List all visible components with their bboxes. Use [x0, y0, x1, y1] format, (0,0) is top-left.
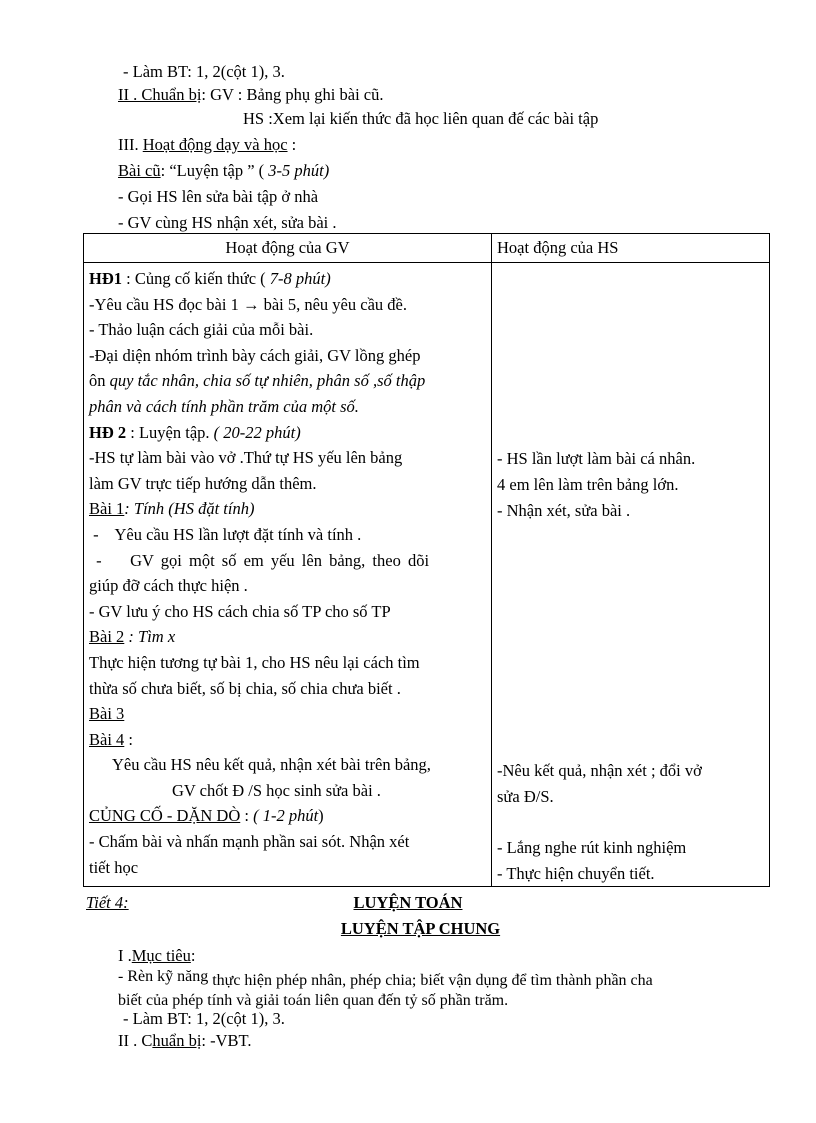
exercise-2-heading [84, 624, 491, 650]
old-lesson-label: Bài cũ [118, 161, 161, 180]
hd1-label: HĐ1 [89, 269, 122, 288]
bottom-preparation [118, 1031, 252, 1051]
header-hs: Hoạt động của HS [492, 234, 770, 263]
hd2-heading [84, 420, 491, 446]
hd2-line-1: -HS tự làm bài vào vở .Thứ tự HS yếu lên bảng [89, 448, 403, 468]
hd1-line-4 [84, 368, 491, 394]
exercise-1-line-2: - GV gọi một số em yếu lên bảng, theo dõi [89, 550, 430, 570]
hd1-time: 7-8 phút) [265, 269, 331, 288]
exercise-2-line-1: Thực hiện tương tự bài 1, cho HS nêu lại cách tìm [89, 652, 420, 672]
exercise-4-heading [84, 727, 491, 753]
hs-line-6: - Lắng nghe rút kinh nghiệm [497, 838, 687, 857]
preparation-label: II . Chuẩn bị [118, 85, 202, 104]
old-lesson-text: : “Luyện tập ” ( [160, 161, 265, 180]
goal-prefix: I . [118, 946, 132, 965]
activities-heading [118, 135, 296, 155]
hs-column [492, 263, 770, 887]
activities-suffix: : [287, 135, 297, 154]
table-header-row [84, 234, 770, 263]
hs-line-3: - Nhận xét, sửa bài . [497, 501, 631, 520]
consolidation-text: : [240, 806, 254, 826]
consolidation-line-2: tiết học [89, 857, 139, 877]
exercise-2-label: Bài 2 [89, 627, 125, 647]
exercise-2-line-2: thừa số chưa biết, số bị chia, số chia chưa biết . [89, 678, 401, 698]
bottom-prep-label: huẩn bị [152, 1031, 202, 1050]
hd1-line-4-start: ôn [89, 371, 110, 391]
goal-suffix: : [190, 946, 196, 965]
hs-line-2: 4 em lên làm trên bảng lớn. [497, 475, 679, 494]
goal-line-2: biết của phép tính và giải toán liên quan đến tỷ số phần trăm. [118, 992, 509, 1009]
hd1-line-3: -Đại diện nhóm trình bày cách giải, GV lồng ghép [89, 345, 421, 365]
goal-heading [118, 946, 195, 966]
hd2-label: HĐ 2 [89, 422, 127, 442]
exercise-1-text: : Tính (HS đặt tính) [124, 499, 255, 519]
old-lesson-step-2: - GV cùng HS nhận xét, sửa bài . [118, 213, 337, 232]
consolidation-time: ( 1-2 phút [253, 806, 319, 826]
exercise-2-text: : Tìm x [124, 627, 176, 647]
goal-line-1-start: - Rèn kỹ năng [118, 968, 209, 985]
hs-line-7: - Thực hiện chuyển tiết. [497, 864, 655, 883]
hd1-line-5: phân và cách tính phần trăm của một số. [89, 396, 359, 416]
hs-line-4: -Nêu kết quả, nhận xét ; đổi vở [497, 761, 702, 780]
exercise-list: - Làm BT: 1, 2(cột 1), 3. [123, 62, 285, 81]
exercise-3-heading [84, 701, 491, 727]
exercise-4-line-1: Yêu cầu HS nêu kết quả, nhận xét bài trên bảng, [112, 755, 431, 775]
hd2-time: ( 20-22 phút) [213, 422, 301, 442]
exercise-4-colon: : [124, 729, 134, 749]
hs-line-1: - HS lần lượt làm bài cá nhân. [497, 449, 696, 468]
title-secondary: LUYỆN TẬP CHUNG [340, 919, 501, 938]
exercise-3-label: Bài 3 [89, 704, 125, 724]
hd1-line-1: -Yêu cầu HS đọc bài 1 → bài 5, nêu yêu cầu đề. [89, 294, 407, 314]
period-label: Tiết 4: [86, 893, 129, 912]
goal-line-1-rest: thực hiện phép nhân, phép chia; biết vận dụng để tìm thành phần cha [208, 972, 653, 989]
exercise-1-line-4: - GV lưu ý cho HS cách chia số TP cho số TP [89, 601, 391, 621]
hd1-heading [84, 266, 491, 292]
hd1-line-4-italic: quy tắc nhân, chia số tự nhiên, phân số ,số thập [109, 371, 426, 391]
goal-label: Mục tiêu [131, 946, 191, 965]
activities-prefix: III. [118, 135, 143, 154]
exercise-4-label: Bài 4 [89, 729, 125, 749]
bottom-prep-text: : -VBT. [201, 1031, 252, 1050]
gv-column [84, 263, 492, 887]
consolidation-line-1: - Chấm bài và nhấn mạnh phần sai sót. Nhận xét [89, 832, 410, 852]
old-lesson-line [118, 161, 329, 181]
hd2-text: : Luyện tập. [126, 422, 214, 442]
exercise-1-label: Bài 1 [89, 499, 125, 519]
hd1-line-2: - Thảo luận cách giải của mỗi bài. [89, 320, 314, 340]
consolidation-close: ) [318, 806, 324, 826]
preparation-line [118, 85, 384, 105]
exercise-1-line-3: giúp đỡ cách thực hiện . [89, 576, 248, 596]
exercise-1-line-1: - Yêu cầu HS lần lượt đặt tính và tính . [89, 524, 362, 544]
consolidation-label: CỦNG CỐ - DẶN DÒ [89, 806, 241, 826]
exercise-4-line-2: GV chốt Đ /S học sinh sửa bài . [172, 780, 381, 800]
preparation-hs: HS :Xem lại kiến thức đã học liên quan đế các bài tập [243, 109, 599, 128]
hd2-line-2: làm GV trực tiếp hướng dẫn thêm. [89, 473, 317, 493]
consolidation-heading [84, 803, 491, 829]
hs-line-5: sửa Đ/S. [497, 787, 554, 806]
activities-label: Hoạt động dạy và học [142, 135, 288, 154]
exercise-1-heading [84, 496, 491, 522]
hd1-text: : Củng cố kiến thức ( [122, 269, 266, 288]
title-primary: LUYỆN TOÁN [353, 893, 463, 912]
header-gv: Hoạt động của GV [84, 234, 492, 263]
goal-line-1 [118, 968, 653, 991]
lesson-table [83, 233, 770, 887]
old-lesson-time: 3-5 phút) [264, 161, 330, 180]
preparation-gv: : GV : Bảng phụ ghi bài cũ. [201, 85, 384, 104]
old-lesson-step-1: - Gọi HS lên sửa bài tập ở nhà [118, 187, 319, 206]
table-body-row [84, 263, 770, 887]
goal-line-3: - Làm BT: 1, 2(cột 1), 3. [123, 1009, 285, 1028]
bottom-prep-prefix: II . C [118, 1031, 153, 1050]
